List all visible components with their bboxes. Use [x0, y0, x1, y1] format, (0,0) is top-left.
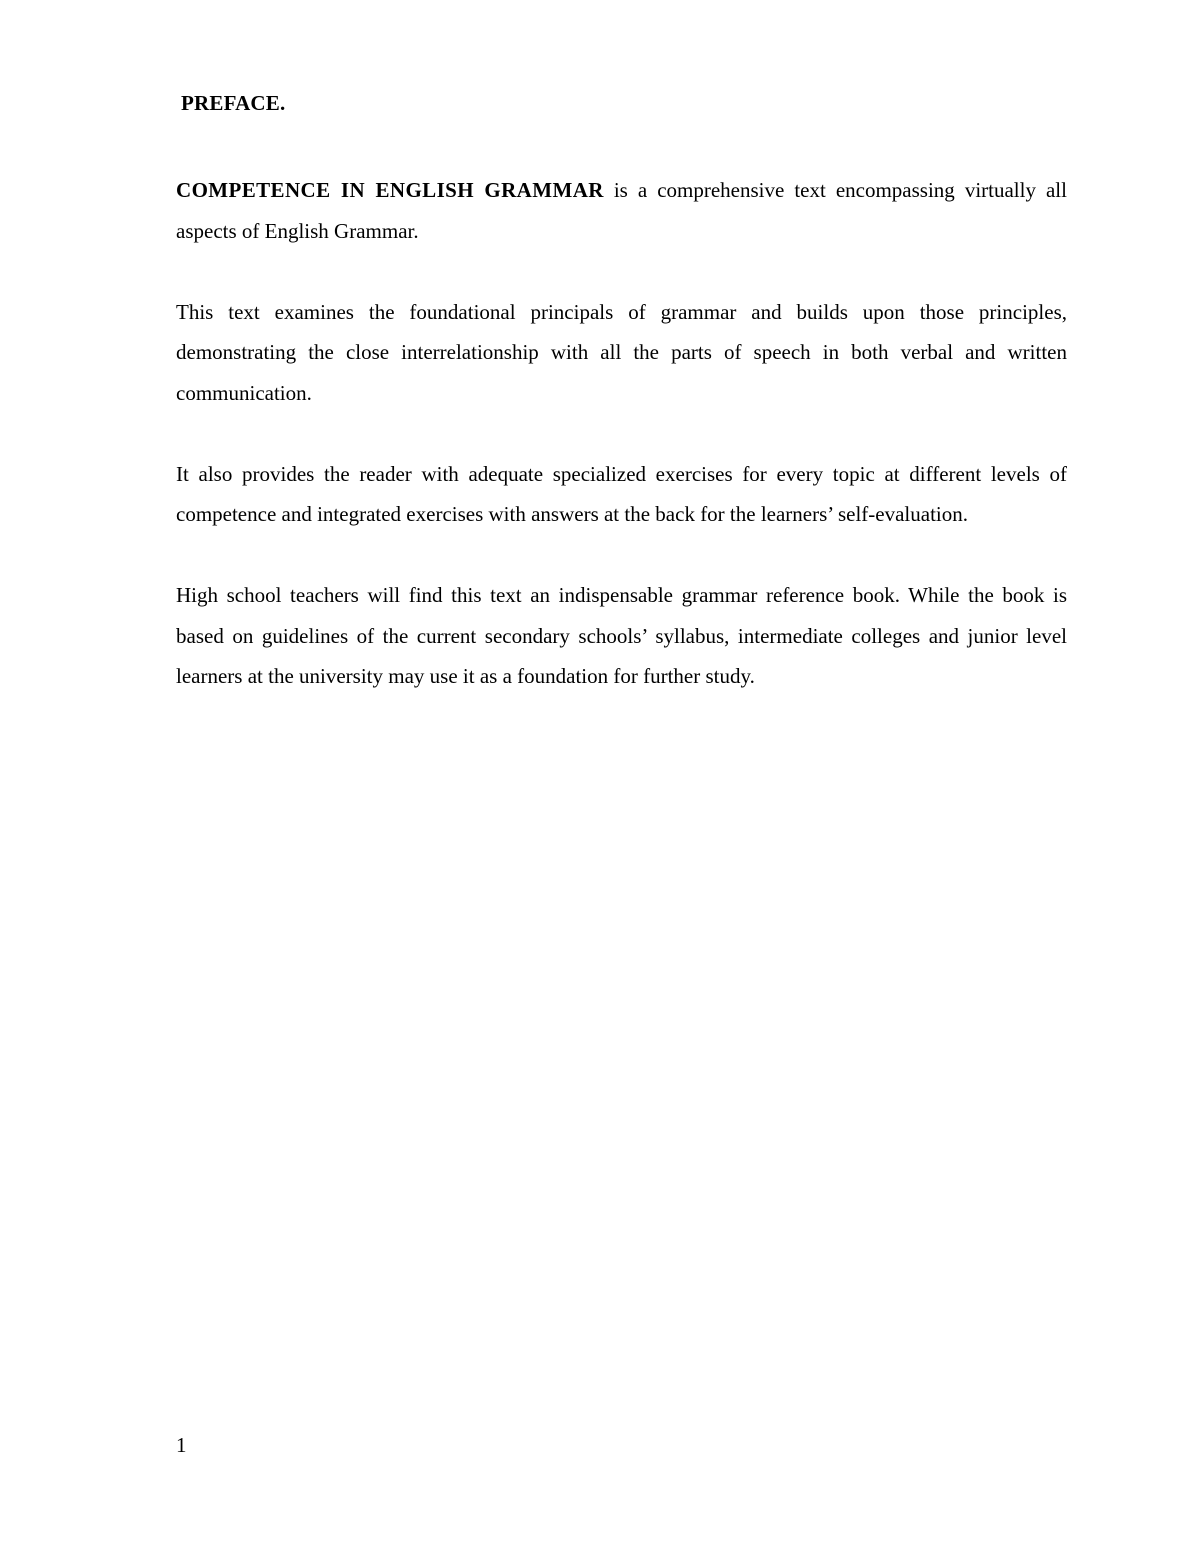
paragraph-intro [176, 170, 1067, 251]
page-title: PREFACE. [181, 91, 286, 115]
paragraph-foundations: This text examines the foundational principals of grammar and builds upon those principles, demonstrating the close interrelationship with all the parts of speech in both verbal and written communication. [176, 299, 1067, 405]
preface-body [176, 170, 1067, 737]
paragraph-exercises: It also provides the reader with adequate specialized exercises for every topic at different levels of competence and integrated exercises with answers at the back for the learners’ self-evaluation. [176, 461, 1067, 526]
page-number: 1 [176, 1433, 187, 1457]
paragraph-audience: High school teachers will find this text an indispensable grammar reference book. While the book is based on guidelines of the current secondary schools’ syllabus, intermediate colleges and junior level learners at the university may use it as a foundation for further study. [176, 583, 1067, 688]
paragraph-text: is a comprehensive text encompassing virtually all aspects of English Grammar. [176, 178, 1067, 243]
book-title-emphasis: COMPETENCE IN ENGLISH GRAMMAR [176, 178, 604, 202]
